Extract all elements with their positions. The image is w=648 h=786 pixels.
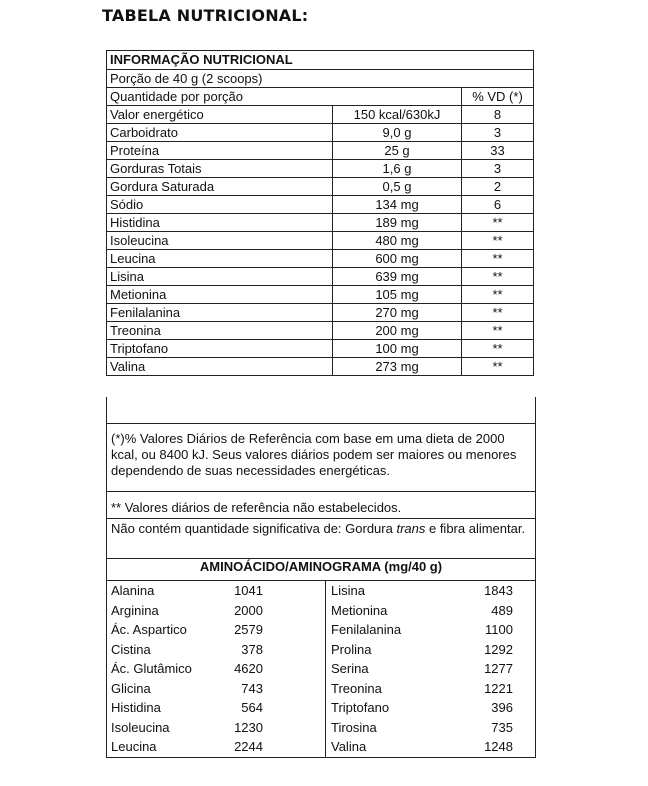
- nutrient-amount: 273 mg: [333, 358, 462, 376]
- nutrient-amount: 105 mg: [333, 286, 462, 304]
- aminoacid-name: Alanina: [111, 583, 155, 598]
- aminoacid-name: Histidina: [111, 700, 161, 715]
- nutrient-name: Gordura Saturada: [107, 178, 333, 196]
- note-italic: trans: [396, 521, 426, 536]
- nutrient-name: Fenilalanina: [107, 304, 333, 322]
- aminoacid-value: 4620: [234, 661, 263, 676]
- nutrient-name: Triptofano: [107, 340, 333, 358]
- nutrient-name: Histidina: [107, 214, 333, 232]
- nutrient-amount: 639 mg: [333, 268, 462, 286]
- aminoacid-row: [331, 601, 531, 621]
- aminoacid-row: [331, 659, 531, 679]
- aminoacid-value: 1221: [484, 680, 513, 696]
- table-row: [107, 268, 534, 286]
- nutrient-name: Sódio: [107, 196, 333, 214]
- header-row: [107, 88, 534, 106]
- aminoacid-name: Cistina: [111, 641, 151, 657]
- aminoacid-name: Treonina: [331, 680, 382, 696]
- nutrient-name: Leucina: [107, 250, 333, 268]
- aminoacid-value: 1843: [484, 583, 513, 598]
- aminogram-left-column: [111, 581, 311, 757]
- aminoacid-row: [111, 581, 311, 601]
- aminoacid-value: 735: [491, 719, 513, 735]
- table-row: [107, 286, 534, 304]
- aminoacid-row: [111, 620, 311, 640]
- nutrient-amount: 189 mg: [333, 214, 462, 232]
- nutrient-vd: **: [462, 286, 534, 304]
- aminoacid-name: Lisina: [331, 583, 365, 598]
- nutrient-vd: **: [462, 268, 534, 286]
- nutrient-name: Gorduras Totais: [107, 160, 333, 178]
- nutrient-name: Lisina: [107, 268, 333, 286]
- table-row: [107, 304, 534, 322]
- nutrient-name: Valina: [107, 358, 333, 376]
- nutrient-vd: **: [462, 250, 534, 268]
- aminoacid-value: 2000: [234, 602, 263, 618]
- header-label: Quantidade por porção: [107, 88, 462, 106]
- table-row: [107, 322, 534, 340]
- aminoacid-name: Valina: [331, 739, 367, 754]
- aminoacid-name: Ác. Glutâmico: [111, 661, 192, 676]
- nutrient-vd: 8: [462, 106, 534, 124]
- aminoacid-value: 2244: [234, 739, 263, 754]
- nutrient-vd: **: [462, 214, 534, 232]
- portion-row: [107, 70, 534, 88]
- nutrient-amount: 100 mg: [333, 340, 462, 358]
- aminoacid-row: [111, 601, 311, 621]
- not-established-note: ** Valores diários de referência não estabelecidos.: [111, 500, 402, 515]
- aminoacid-name: Triptofano: [331, 700, 390, 715]
- aminogram-right-column: [331, 581, 531, 757]
- aminoacid-value: 1100: [485, 622, 513, 637]
- nutrient-name: Carboidrato: [107, 124, 333, 142]
- table-spacer: [106, 397, 536, 424]
- nutrient-amount: 150 kcal/630kJ: [333, 106, 462, 124]
- table-title-row: [107, 51, 534, 70]
- aminoacid-row: [331, 679, 531, 699]
- aminoacid-value: 1248: [484, 739, 513, 754]
- aminogram-title: AMINOÁCIDO/AMINOGRAMA (mg/40 g): [199, 559, 443, 574]
- aminoacid-row: [331, 737, 531, 757]
- nutrient-amount: 9,0 g: [333, 124, 462, 142]
- aminoacid-value: 1230: [234, 719, 263, 735]
- nutrient-amount: 270 mg: [333, 304, 462, 322]
- nutrient-vd: 33: [462, 142, 534, 160]
- table-row: [107, 124, 534, 142]
- table-row: [107, 250, 534, 268]
- nutrient-amount: 25 g: [333, 142, 462, 160]
- nutrient-name: Isoleucina: [107, 232, 333, 250]
- table-title: INFORMAÇÃO NUTRICIONAL: [107, 51, 534, 70]
- nutrient-amount: 134 mg: [333, 196, 462, 214]
- divider: [107, 491, 535, 492]
- aminoacid-name: Prolina: [331, 641, 372, 657]
- nutrient-amount: 0,5 g: [333, 178, 462, 196]
- nutrient-vd: **: [462, 304, 534, 322]
- aminoacid-row: [111, 679, 311, 699]
- header-vd: % VD (*): [462, 88, 534, 106]
- aminoacid-value: 564: [241, 700, 263, 715]
- divider: [107, 518, 535, 519]
- aminoacid-name: Serina: [331, 661, 369, 676]
- table-row: [107, 232, 534, 250]
- table-row: [107, 214, 534, 232]
- nutrient-name: Metionina: [107, 286, 333, 304]
- aminoacid-row: [331, 698, 531, 718]
- aminoacid-row: [331, 718, 531, 738]
- aminoacid-row: [331, 620, 531, 640]
- notes-box: [106, 423, 536, 758]
- aminoacid-row: [111, 718, 311, 738]
- aminoacid-row: [111, 659, 311, 679]
- page-heading: TABELA NUTRICIONAL:: [102, 6, 309, 25]
- nutrient-name: Proteína: [107, 142, 333, 160]
- column-divider: [325, 581, 326, 757]
- aminoacid-value: 489: [491, 602, 513, 618]
- table-row: [107, 142, 534, 160]
- nutrient-vd: **: [462, 322, 534, 340]
- table-row: [107, 106, 534, 124]
- table-row: [107, 178, 534, 196]
- aminoacid-row: [331, 581, 531, 601]
- nutrient-name: Treonina: [107, 322, 333, 340]
- nutrient-amount: 200 mg: [333, 322, 462, 340]
- aminoacid-name: Metionina: [331, 602, 388, 618]
- aminoacid-row: [331, 640, 531, 660]
- aminoacid-value: 396: [491, 700, 513, 715]
- nutrient-amount: 600 mg: [333, 250, 462, 268]
- portion-text: Porção de 40 g (2 scoops): [107, 70, 534, 88]
- aminoacid-name: Fenilalanina: [331, 622, 402, 637]
- nutrient-amount: 1,6 g: [333, 160, 462, 178]
- note-prefix: Não contém quantidade significativa de: Gordura: [111, 521, 397, 536]
- nutrient-vd: 3: [462, 124, 534, 142]
- daily-values-note: (*)% Valores Diários de Referência com base em uma dieta de 2000 kcal, ou 8400 kJ. Seus valores diários podem ser maiores ou menores dependendo de suas necessidades energéticas.: [111, 431, 517, 478]
- aminoacid-value: 1277: [484, 661, 513, 676]
- table-row: [107, 196, 534, 214]
- nutrient-name: Valor energético: [107, 106, 333, 124]
- aminoacid-row: [111, 698, 311, 718]
- aminoacid-name: Leucina: [111, 739, 157, 754]
- nutrient-vd: **: [462, 358, 534, 376]
- aminoacid-name: Tirosina: [331, 719, 377, 735]
- aminoacid-row: [111, 737, 311, 757]
- nutrient-vd: **: [462, 232, 534, 250]
- aminoacid-value: 743: [241, 680, 263, 696]
- nutrition-table: [106, 50, 534, 376]
- aminoacid-name: Arginina: [111, 602, 159, 618]
- aminoacid-name: Ác. Aspartico: [111, 622, 187, 637]
- aminoacid-name: Glicina: [111, 680, 151, 696]
- nutrient-amount: 480 mg: [333, 232, 462, 250]
- not-significant-note: [111, 521, 531, 537]
- nutrient-vd: 2: [462, 178, 534, 196]
- table-row: [107, 358, 534, 376]
- aminoacid-row: [111, 640, 311, 660]
- note-suffix: e fibra alimentar.: [425, 521, 526, 536]
- nutrient-vd: 3: [462, 160, 534, 178]
- aminoacid-value: 2579: [234, 622, 263, 637]
- nutrient-vd: 6: [462, 196, 534, 214]
- aminoacid-value: 1292: [484, 641, 513, 657]
- aminoacid-name: Isoleucina: [111, 719, 170, 735]
- table-row: [107, 340, 534, 358]
- aminoacid-value: 1041: [234, 583, 263, 598]
- nutrient-vd: **: [462, 340, 534, 358]
- aminoacid-value: 378: [241, 641, 263, 657]
- table-row: [107, 160, 534, 178]
